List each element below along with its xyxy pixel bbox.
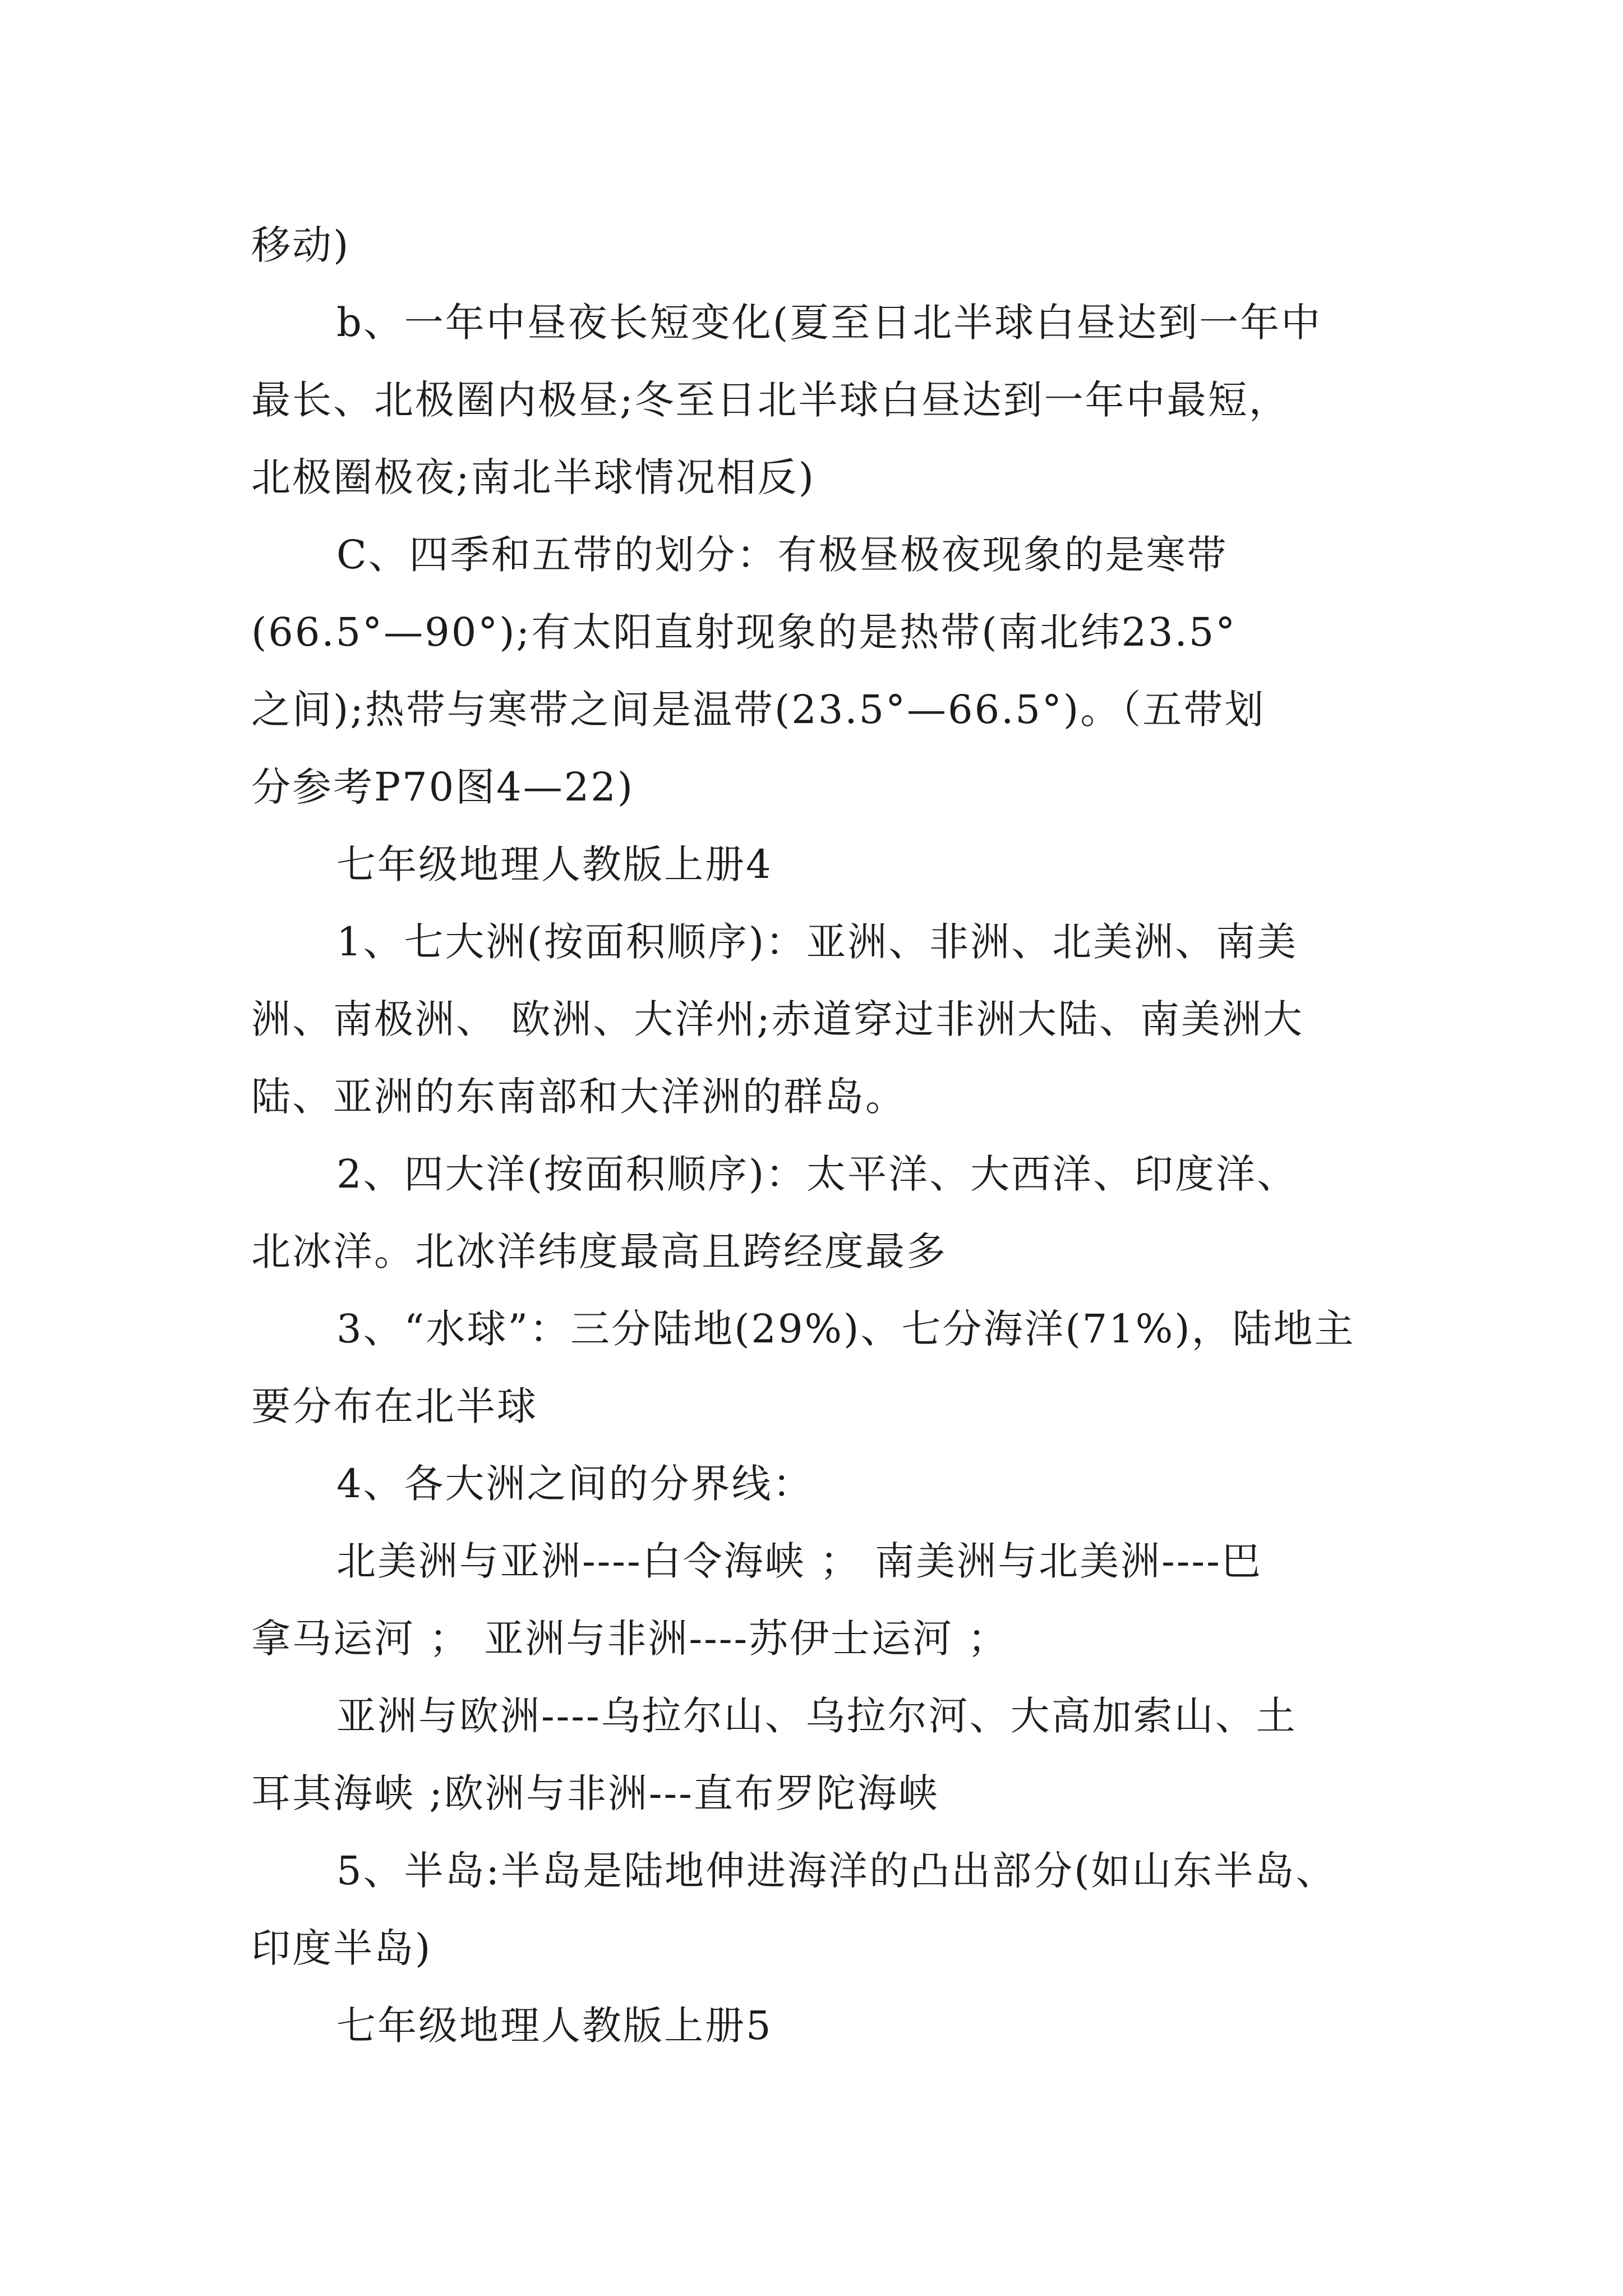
- section-heading: 七年级地理人教版上册5: [336, 2003, 773, 2049]
- text-line: 4、各大洲之间的分界线：: [336, 1461, 814, 1507]
- text-line: 之间);热带与寒带之间是温带(23.5°—66.5°)。（五带划: [251, 687, 1266, 733]
- text-line: 耳其海峡 ;欧洲与非洲---直布罗陀海峡: [251, 1770, 939, 1816]
- section-heading: 七年级地理人教版上册4: [336, 841, 773, 887]
- text-line: 陆、亚洲的东南部和大洋洲的群岛。: [251, 1074, 906, 1120]
- text-line: 北极圈极夜;南北半球情况相反): [251, 454, 815, 500]
- text-line: 5、半岛:半岛是陆地伸进海洋的凸出部分(如山东半岛、: [336, 1848, 1337, 1894]
- text-line: 印度半岛): [251, 1925, 432, 1971]
- text-line: b、一年中昼夜长短变化(夏至日北半球白昼达到一年中: [336, 300, 1322, 346]
- text-line: (66.5°—90°);有太阳直射现象的是热带(南北纬23.5°: [251, 609, 1237, 655]
- text-line: 分参考P70图4—22): [251, 764, 635, 810]
- text-line: 移动): [251, 222, 351, 268]
- text-line: 亚洲与欧洲----乌拉尔山、乌拉尔河、大高加索山、土: [336, 1693, 1297, 1739]
- text-line: 拿马运河 ； 亚洲与非洲----苏伊士运河 ；: [251, 1616, 1009, 1662]
- text-line: 北冰洋。北冰洋纬度最高且跨经度最多: [251, 1228, 947, 1274]
- text-line: C、四季和五带的划分：有极昼极夜现象的是寒带: [336, 532, 1228, 578]
- text-line: 洲、南极洲、 欧洲、大洋州;赤道穿过非洲大陆、南美洲大: [251, 996, 1304, 1042]
- text-line: 最长、北极圈内极昼;冬至日北半球白昼达到一年中最短，: [251, 377, 1290, 423]
- text-line: 要分布在北半球: [251, 1383, 538, 1429]
- text-line: 3、“水球”：三分陆地(29%)、七分海洋(71%)，陆地主: [336, 1306, 1355, 1352]
- text-line: 1、七大洲(按面积顺序)：亚洲、非洲、北美洲、南美: [336, 919, 1298, 965]
- text-line: 北美洲与亚洲----白令海峡 ； 南美洲与北美洲----巴: [336, 1538, 1262, 1584]
- text-line: 2、四大洋(按面积顺序)：太平洋、大西洋、印度洋、: [336, 1151, 1298, 1197]
